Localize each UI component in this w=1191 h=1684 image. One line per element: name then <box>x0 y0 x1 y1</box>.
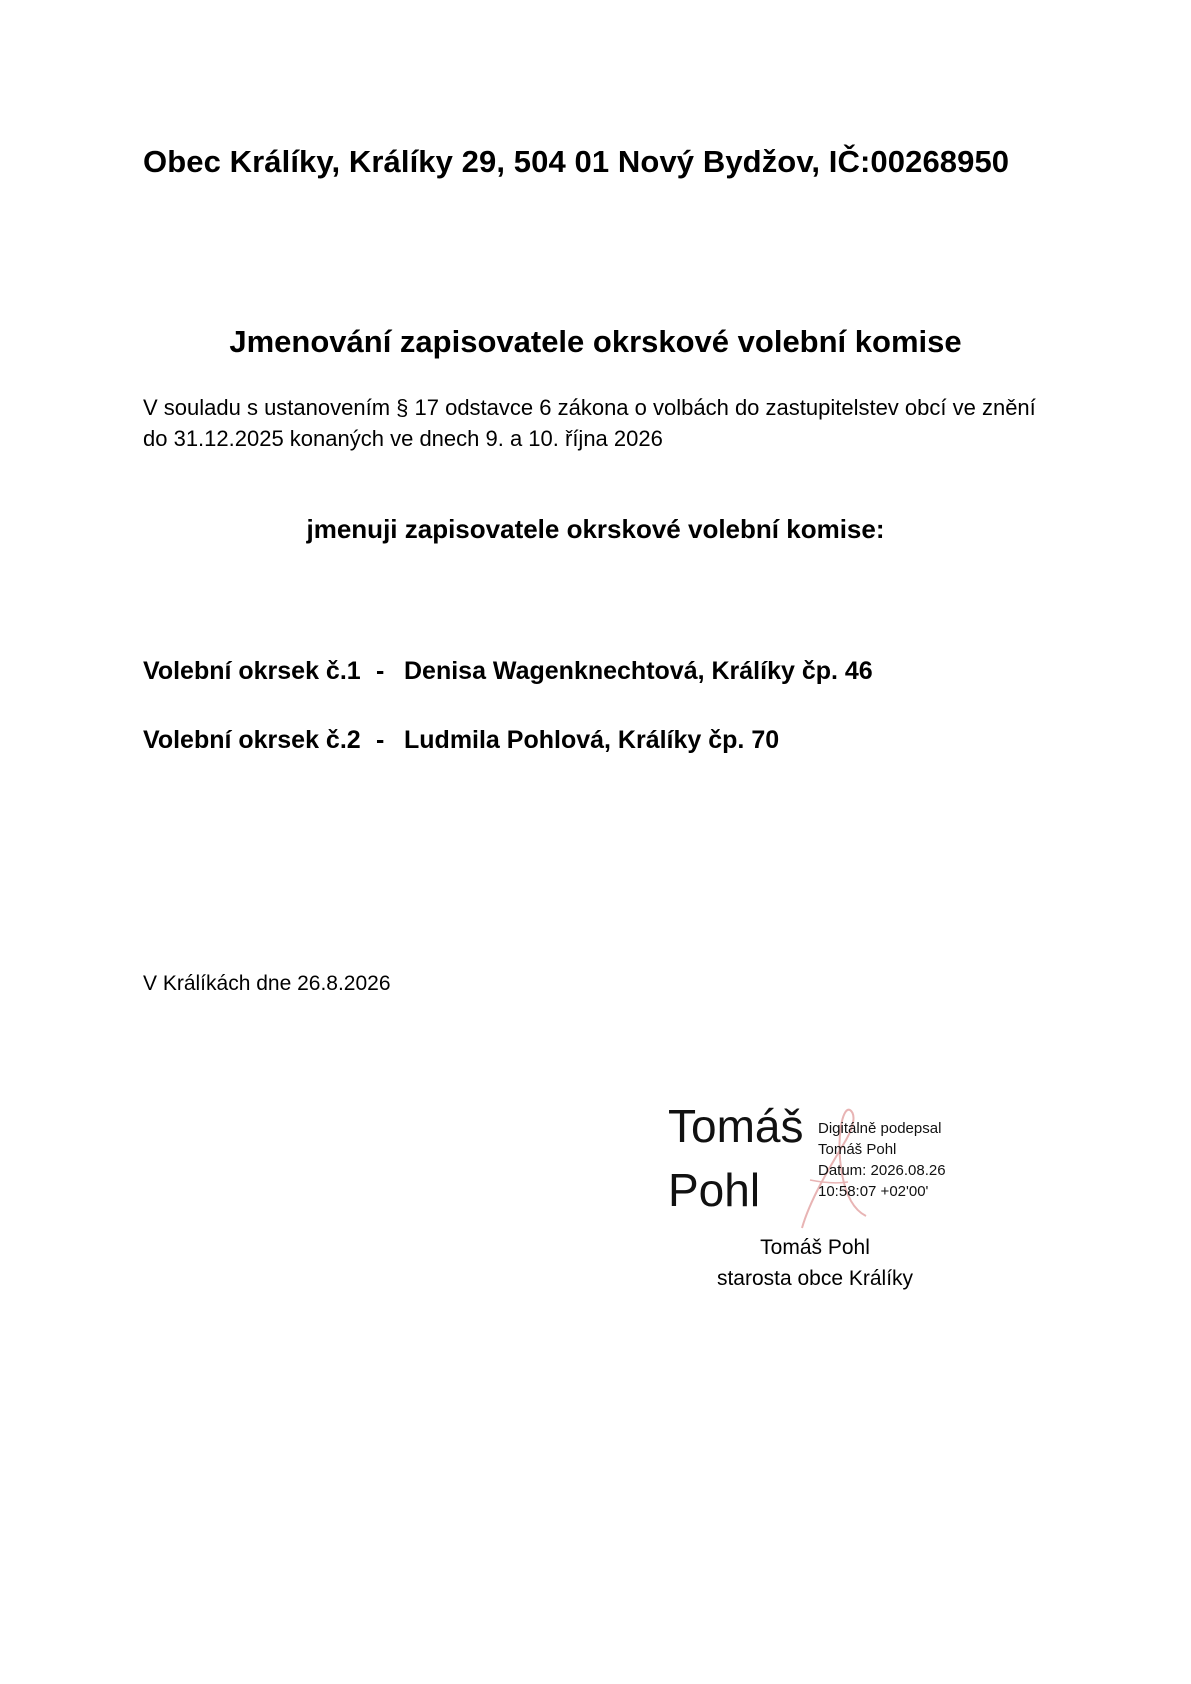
signer-name: Tomáš Pohl <box>760 1236 870 1259</box>
district-row <box>143 726 779 755</box>
signature-detail-line: Datum: 2026.08.26 <box>818 1162 946 1179</box>
place-and-date: V Králíkách dne 26.8.2026 <box>143 972 391 995</box>
district-separator: - <box>376 657 385 685</box>
municipality-header: Obec Králíky, Králíky 29, 504 01 Nový Bydžov, IČ:00268950 <box>143 144 1010 179</box>
district-row <box>143 657 873 686</box>
digital-signature-block <box>660 1100 990 1230</box>
signature-details <box>818 1118 946 1202</box>
signature-name-last: Pohl <box>668 1164 761 1216</box>
district-label: Volební okrsek č.1 <box>143 657 361 685</box>
signature-detail-line: Digitálně podepsal <box>818 1120 942 1137</box>
district-separator: - <box>376 726 385 754</box>
document-title: Jmenování zapisovatele okrskové volební komise <box>229 324 962 359</box>
signature-name-first: Tomáš <box>668 1100 804 1152</box>
signature-detail-line: 10:58:07 +02'00' <box>818 1183 929 1200</box>
district-label: Volební okrsek č.2 <box>143 726 361 754</box>
signer-title: starosta obce Králíky <box>716 1267 914 1290</box>
signature-detail-line: Tomáš Pohl <box>818 1141 897 1158</box>
district-appointee: Ludmila Pohlová, Králíky čp. 70 <box>404 726 780 754</box>
district-appointee: Denisa Wagenknechtová, Králíky čp. 46 <box>404 657 873 685</box>
legal-basis-paragraph: V souladu s ustanovením § 17 odstavce 6 zákona o volbách do zastupitelstev obcí ve znění do 31.12.2025 konaných ve dnech 9. a 10. října 2026 <box>143 395 1036 451</box>
appointment-statement: jmenuji zapisovatele okrskové volební komise: <box>306 514 885 544</box>
